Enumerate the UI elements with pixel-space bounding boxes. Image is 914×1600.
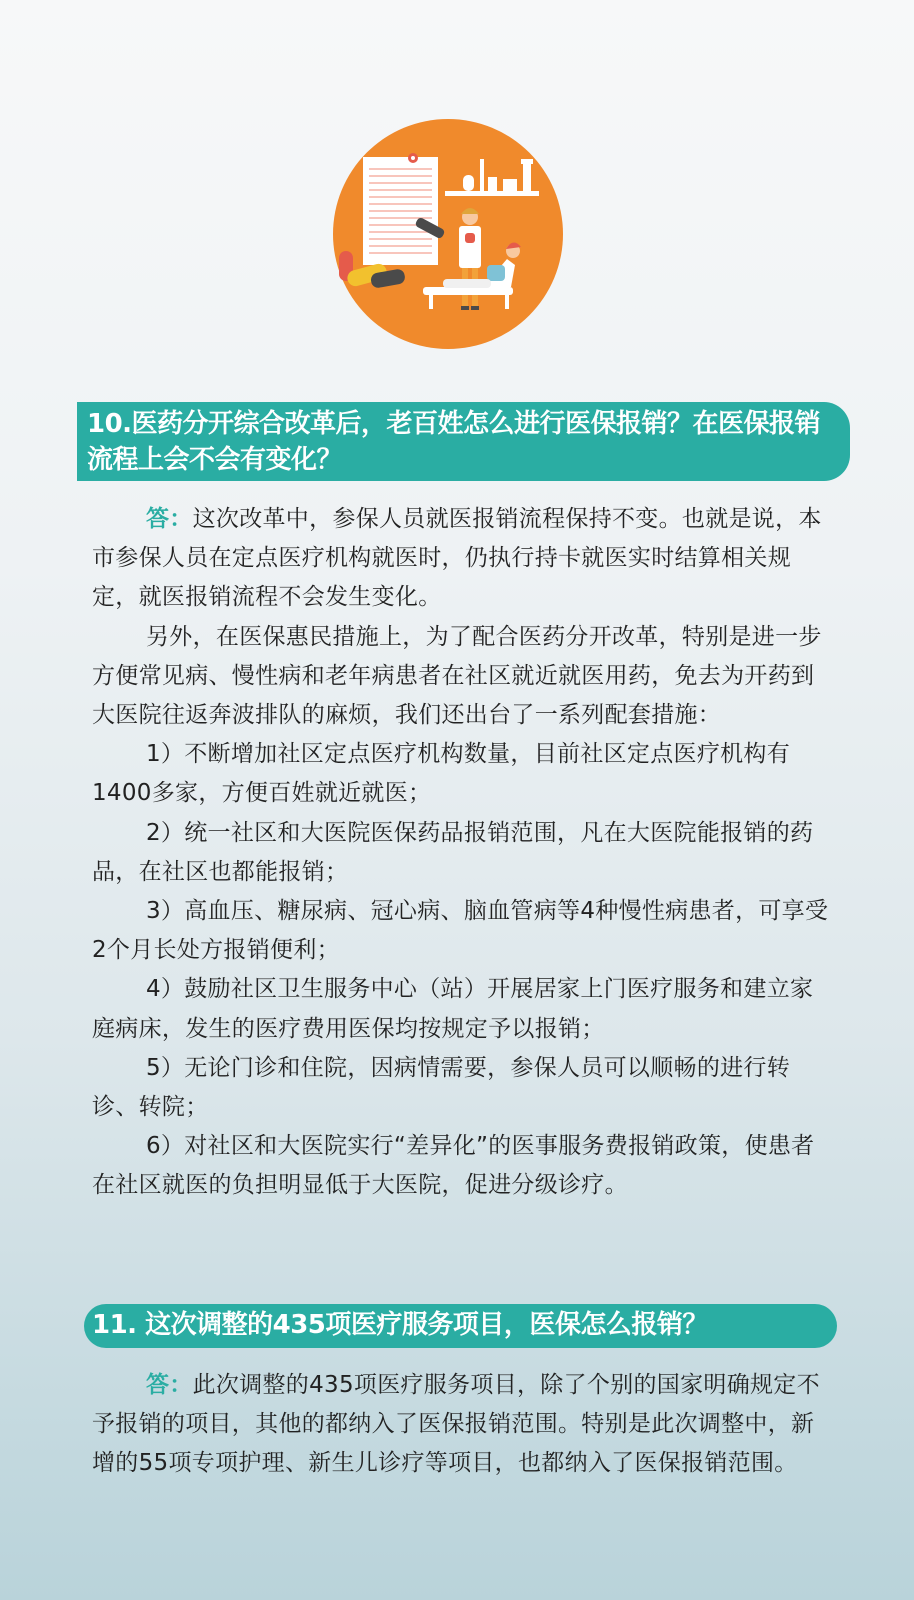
- measure-item: 4）鼓励社区卫生服务中心（站）开展居家上门医疗服务和建立家庭病床，发生的医疗费用医保均按规定予以报销；: [92, 976, 814, 1042]
- measure-item: 1）不断增加社区定点医疗机构数量，目前社区定点医疗机构有1400多家，方便百姓就近就医；: [92, 741, 791, 807]
- measure-item: 5）无论门诊和住院，因病情需要，参保人员可以顺畅的进行转诊、转院；: [92, 1054, 791, 1121]
- clipboard-icon: [363, 153, 438, 265]
- answer-text: 此次调整的435项医疗服务项目，除了个别的国家明确规定不予报销的项目，其他的都纳入了医保报销范围。特别是此次调整中，新增的55项专项护理、新生儿诊疗等项目，也都纳入了医保报销范围。: [92, 1372, 820, 1477]
- question-11-title: 11. 这次调整的435项医疗服务项目，医保怎么报销？: [92, 1310, 708, 1340]
- answer-label: 答：: [146, 506, 193, 532]
- question-10-title: 10.医药分开综合改革后，老百姓怎么进行医保报销？在医保报销流程上会不会有变化？: [87, 409, 821, 475]
- answer-text: 这次改革中，参保人员就医报销流程保持不变。也就是说，本市参保人员在定点医疗机构就医时，仍执行持卡就医实时结算相关规定，就医报销流程不会发生变化。: [92, 506, 822, 611]
- measure-item: 6）对社区和大医院实行“差异化”的医事服务费报销政策，使患者在社区就医的负担明显低于大医院，促进分级诊疗。: [92, 1133, 815, 1199]
- answer-10-paragraph: 另外，在医保惠民措施上，为了配合医药分开改革，特别是进一步方便常见病、慢性病和老年病患者在社区就近就医用药，免去为开药到大医院往返奔波排队的麻烦，我们还出台了一系列配套措施：: [92, 623, 822, 729]
- question-11-banner: [84, 1304, 837, 1348]
- medical-scene-icon: [333, 119, 563, 349]
- answer-11: [92, 1366, 834, 1484]
- answer-10: [92, 500, 834, 1206]
- answer-10-paragraph: [92, 500, 834, 618]
- answer-label: 答：: [146, 1372, 193, 1398]
- question-10-banner: [77, 402, 850, 481]
- medical-illustration: [333, 119, 563, 349]
- answer-11-paragraph: [92, 1366, 834, 1484]
- measure-item: 2）统一社区和大医院医保药品报销范围，凡在大医院能报销的药品，在社区也都能报销；: [92, 819, 814, 885]
- measure-item: 3）高血压、糖尿病、冠心病、脑血管病等4种慢性病患者，可享受2个月长处方报销便利；: [92, 898, 829, 964]
